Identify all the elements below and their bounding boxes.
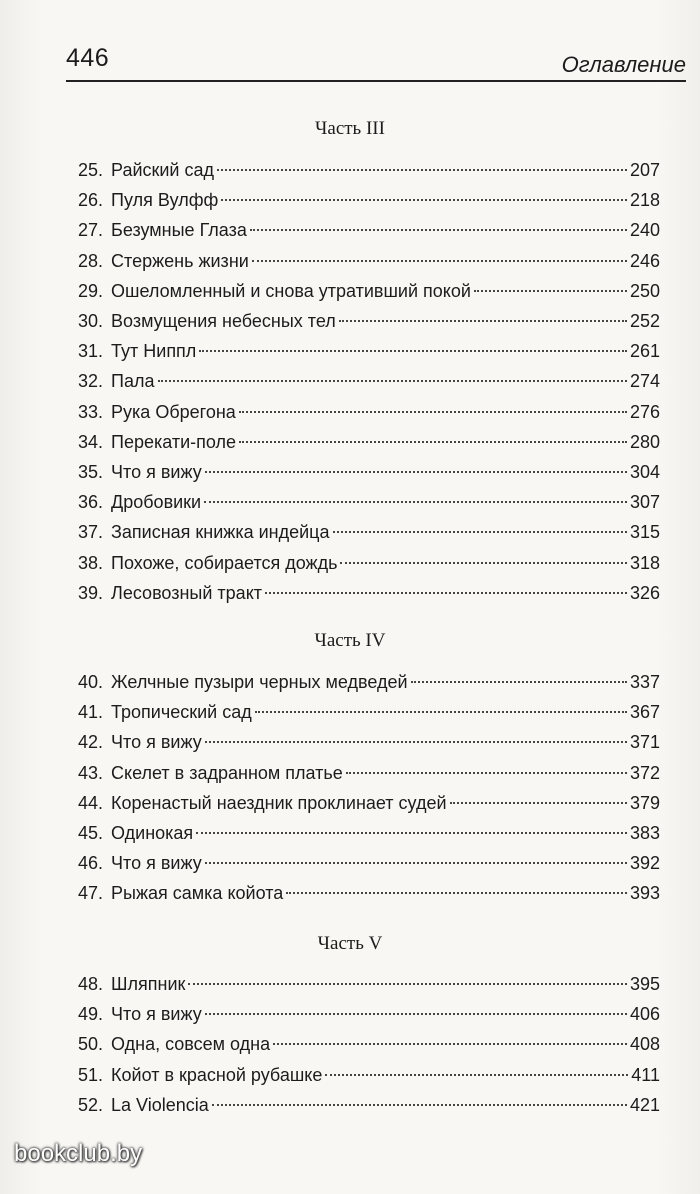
chapter-title: Тут Ниппл bbox=[111, 341, 197, 361]
dot-leader bbox=[325, 1074, 628, 1076]
dot-leader bbox=[205, 862, 627, 864]
toc-entry bbox=[78, 1030, 660, 1058]
dot-leader bbox=[221, 199, 627, 201]
chapter-title: Ошеломленный и снова утративший покой bbox=[111, 281, 471, 301]
toc-entry bbox=[78, 970, 660, 998]
chapter-page-number: 318 bbox=[629, 553, 660, 573]
toc-entry bbox=[78, 247, 660, 275]
chapter-number: 32. bbox=[78, 371, 104, 391]
chapter-title: Лесовозный тракт bbox=[111, 583, 263, 603]
chapter-title: Коренастый наездник проклинает судей bbox=[111, 793, 447, 813]
chapter-page-number: 372 bbox=[629, 763, 660, 783]
dot-leader bbox=[474, 290, 627, 292]
chapter-title: Дробовики bbox=[111, 492, 202, 512]
chapter-title: Тропический сад bbox=[111, 702, 252, 722]
chapter-number: 52. bbox=[78, 1095, 104, 1115]
chapter-number: 41. bbox=[78, 702, 104, 722]
watermark-logo: bookclub.by bbox=[14, 1140, 143, 1167]
toc-entry bbox=[78, 458, 660, 486]
chapter-number: 35. bbox=[78, 462, 104, 482]
chapter-page-number: 406 bbox=[629, 1004, 660, 1024]
dot-leader bbox=[286, 892, 627, 894]
toc-entry bbox=[78, 216, 660, 244]
chapter-title: Стержень жизни bbox=[111, 251, 249, 271]
chapter-number: 31. bbox=[78, 341, 104, 361]
toc-entry bbox=[78, 518, 660, 546]
dot-leader bbox=[255, 711, 627, 713]
chapter-page-number: 207 bbox=[629, 160, 660, 180]
chapter-page-number: 392 bbox=[629, 853, 660, 873]
dot-leader bbox=[265, 592, 627, 594]
chapter-number: 45. bbox=[78, 823, 104, 843]
chapter-number: 34. bbox=[78, 432, 104, 452]
chapter-number: 46. bbox=[78, 853, 104, 873]
chapter-page-number: 411 bbox=[631, 1065, 660, 1085]
dot-leader bbox=[158, 380, 627, 382]
dot-leader bbox=[188, 983, 627, 985]
chapter-title: Что я вижу bbox=[111, 853, 202, 873]
chapter-page-number: 274 bbox=[629, 371, 660, 391]
toc-entry bbox=[78, 156, 660, 184]
toc-entry bbox=[78, 186, 660, 214]
toc-entry bbox=[78, 819, 660, 847]
dot-leader bbox=[205, 741, 627, 743]
chapter-number: 48. bbox=[78, 974, 104, 994]
chapter-page-number: 393 bbox=[629, 883, 660, 903]
chapter-title: La Violencia bbox=[111, 1095, 209, 1115]
chapter-number: 30. bbox=[78, 311, 104, 331]
chapter-title: Шляпник bbox=[111, 974, 186, 994]
chapter-title: Одинокая bbox=[111, 823, 194, 843]
chapter-number: 49. bbox=[78, 1004, 104, 1024]
chapter-page-number: 276 bbox=[629, 402, 660, 422]
header-rule bbox=[66, 80, 686, 82]
chapter-page-number: 383 bbox=[629, 823, 660, 843]
chapter-page-number: 408 bbox=[629, 1034, 660, 1054]
dot-leader bbox=[239, 411, 627, 413]
chapter-number: 37. bbox=[78, 522, 104, 542]
dot-leader bbox=[450, 802, 627, 804]
chapter-page-number: 307 bbox=[629, 492, 660, 512]
running-title: Оглавление bbox=[561, 52, 686, 77]
chapter-number: 26. bbox=[78, 190, 104, 210]
toc-entry bbox=[78, 428, 660, 456]
toc-entry bbox=[78, 398, 660, 426]
dot-leader bbox=[333, 531, 627, 533]
toc-entry bbox=[78, 849, 660, 877]
chapter-number: 29. bbox=[78, 281, 104, 301]
chapter-number: 36. bbox=[78, 492, 104, 512]
toc-entry bbox=[78, 488, 660, 516]
dot-leader bbox=[199, 350, 627, 352]
chapter-title: Безумные Глаза bbox=[111, 220, 247, 240]
chapter-page-number: 367 bbox=[629, 702, 660, 722]
chapter-page-number: 395 bbox=[629, 974, 660, 994]
dot-leader bbox=[273, 1043, 627, 1045]
chapter-title: Рука Обрегона bbox=[111, 402, 236, 422]
part-heading: Часть III bbox=[315, 118, 385, 139]
toc-entry bbox=[78, 879, 660, 907]
page-number: 446 bbox=[66, 44, 110, 72]
chapter-number: 38. bbox=[78, 553, 104, 573]
part-heading: Часть V bbox=[317, 933, 383, 954]
chapter-title: Записная книжка индейца bbox=[111, 522, 330, 542]
chapter-number: 44. bbox=[78, 793, 104, 813]
toc-entry bbox=[78, 579, 660, 607]
dot-leader bbox=[339, 320, 627, 322]
chapter-title: Что я вижу bbox=[111, 1004, 202, 1024]
toc-entry bbox=[78, 307, 660, 335]
part-heading: Часть IV bbox=[314, 630, 386, 651]
chapter-number: 28. bbox=[78, 251, 104, 271]
chapter-title: Пала bbox=[111, 371, 155, 391]
chapter-number: 25. bbox=[78, 160, 104, 180]
chapter-page-number: 304 bbox=[629, 462, 660, 482]
dot-leader bbox=[212, 1104, 627, 1106]
chapter-title: Перекати-поле bbox=[111, 432, 237, 452]
toc-entry bbox=[78, 1000, 660, 1028]
toc-entry bbox=[78, 759, 660, 787]
chapter-page-number: 252 bbox=[629, 311, 660, 331]
chapter-title: Пуля Вулфф bbox=[111, 190, 219, 210]
chapter-title: Рыжая самка койота bbox=[111, 883, 284, 903]
chapter-number: 33. bbox=[78, 402, 104, 422]
chapter-page-number: 337 bbox=[629, 672, 660, 692]
chapter-page-number: 261 bbox=[629, 341, 660, 361]
chapter-title: Койот в красной рубашке bbox=[111, 1065, 323, 1085]
chapter-number: 43. bbox=[78, 763, 104, 783]
chapter-number: 40. bbox=[78, 672, 104, 692]
chapter-page-number: 280 bbox=[629, 432, 660, 452]
dot-leader bbox=[196, 832, 627, 834]
dot-leader bbox=[205, 471, 627, 473]
chapter-page-number: 246 bbox=[629, 251, 660, 271]
chapter-number: 47. bbox=[78, 883, 104, 903]
toc-entry bbox=[78, 1091, 660, 1119]
chapter-title: Одна, совсем одна bbox=[111, 1034, 271, 1054]
chapter-page-number: 218 bbox=[629, 190, 660, 210]
chapter-page-number: 379 bbox=[629, 793, 660, 813]
chapter-number: 27. bbox=[78, 220, 104, 240]
dot-leader bbox=[205, 1013, 627, 1015]
chapter-title: Возмущения небесных тел bbox=[111, 311, 336, 331]
toc-entry bbox=[78, 277, 660, 305]
dot-leader bbox=[217, 169, 627, 171]
page-header bbox=[66, 44, 686, 84]
toc-entry bbox=[78, 698, 660, 726]
chapter-number: 42. bbox=[78, 732, 104, 752]
chapter-title: Похоже, собирается дождь bbox=[111, 553, 338, 573]
toc-entry bbox=[78, 367, 660, 395]
dot-leader bbox=[346, 772, 627, 774]
chapter-title: Скелет в задранном платье bbox=[111, 763, 343, 783]
chapter-page-number: 315 bbox=[629, 522, 660, 542]
chapter-page-number: 240 bbox=[629, 220, 660, 240]
toc-entry bbox=[78, 549, 660, 577]
dot-leader bbox=[204, 501, 627, 503]
chapter-title: Райский сад bbox=[111, 160, 215, 180]
toc-entry bbox=[78, 728, 660, 756]
dot-leader bbox=[250, 229, 627, 231]
chapter-number: 39. bbox=[78, 583, 104, 603]
dot-leader bbox=[239, 441, 627, 443]
chapter-number: 51. bbox=[78, 1065, 104, 1085]
toc-entry bbox=[78, 1061, 660, 1089]
chapter-number: 50. bbox=[78, 1034, 104, 1054]
dot-leader bbox=[252, 260, 627, 262]
chapter-title: Желчные пузыри черных медведей bbox=[111, 672, 408, 692]
chapter-title: Что я вижу bbox=[111, 732, 202, 752]
toc-entry bbox=[78, 337, 660, 365]
chapter-page-number: 421 bbox=[629, 1095, 660, 1115]
chapter-page-number: 371 bbox=[629, 732, 660, 752]
chapter-page-number: 250 bbox=[629, 281, 660, 301]
dot-leader bbox=[340, 562, 626, 564]
dot-leader bbox=[411, 681, 627, 683]
chapter-title: Что я вижу bbox=[111, 462, 202, 482]
chapter-page-number: 326 bbox=[629, 583, 660, 603]
toc-entry bbox=[78, 668, 660, 696]
toc-entry bbox=[78, 789, 660, 817]
